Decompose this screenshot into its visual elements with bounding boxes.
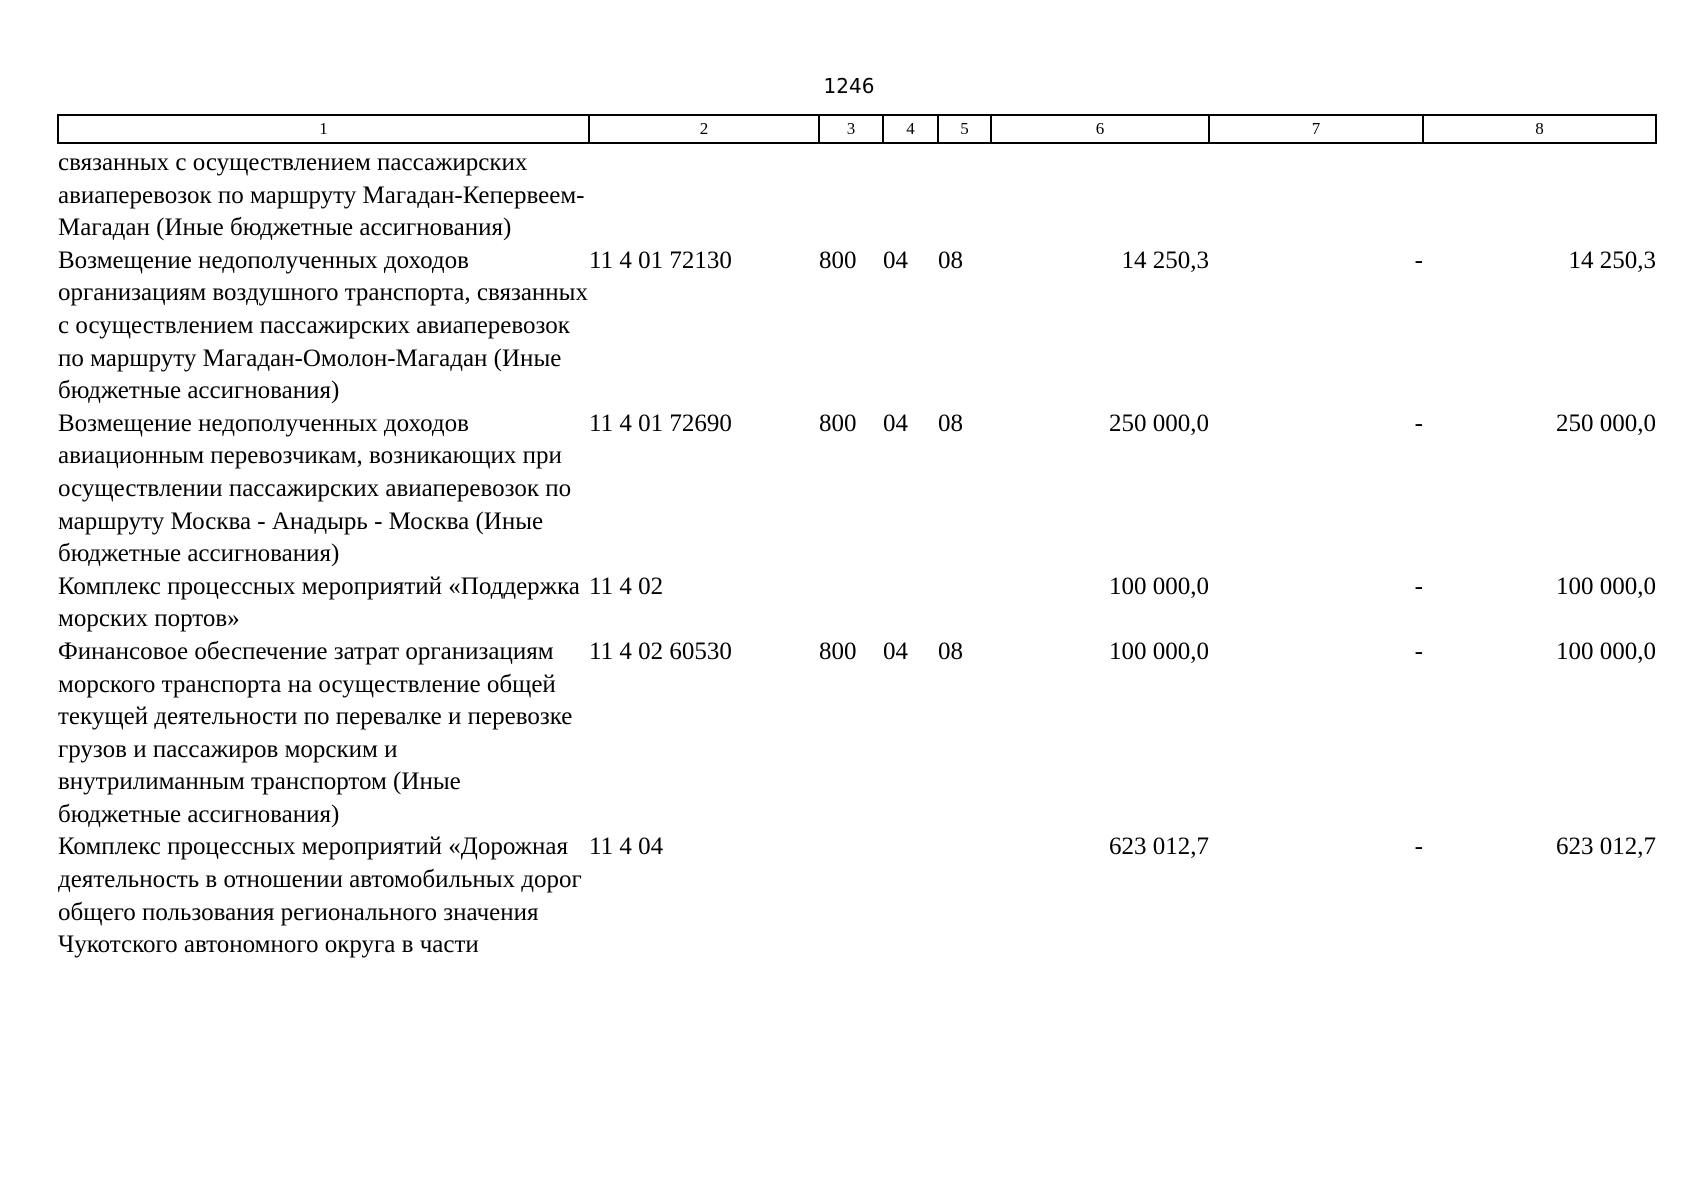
row-col-4: [883, 143, 938, 245]
page-number: 1246: [823, 74, 875, 98]
row-col-6: 623 012,7: [1109, 833, 1209, 861]
row-col-5: [938, 143, 991, 245]
row-name: Финансовое обеспечение затрат организациям морского транспорта на осуществление общей текущей деятельности по перевалке и перевозке грузов и пассажиров морским и внутрилиманным транспортом (Иные бюджетные ассигнования): [58, 637, 573, 828]
row-col-4: 04: [883, 637, 908, 665]
table-row: [58, 636, 1656, 832]
row-col-5: 08: [938, 637, 963, 665]
header-col-5: 5: [938, 115, 991, 143]
row-col-5: [938, 571, 991, 636]
row-col-7: -: [1414, 833, 1423, 861]
row-code: 11 4 02: [589, 572, 664, 600]
budget-table: [57, 114, 1657, 962]
row-col-4: [883, 571, 938, 636]
row-col-7: -: [1414, 572, 1423, 600]
row-col-7: [1209, 143, 1423, 245]
row-col-3: 800: [819, 246, 857, 274]
row-code: 11 4 01 72130: [589, 246, 732, 274]
row-name: Возмещение недополученных доходов авиационным перевозчикам, возникающих при осуществлении пассажирских авиаперевозок по маршруту Москва - Анадырь - Москва (Иные бюджетные ассигнования): [58, 409, 572, 568]
table-body: [58, 143, 1656, 962]
row-col-8: 100 000,0: [1556, 637, 1656, 665]
row-col-8: 14 250,3: [1568, 246, 1656, 274]
table-row: [58, 571, 1656, 636]
row-col-4: 04: [883, 246, 908, 274]
row-col-7: -: [1414, 637, 1423, 665]
header-col-1: 1: [58, 115, 589, 143]
row-col-4: 04: [883, 409, 908, 437]
header-col-6: 6: [991, 115, 1209, 143]
row-col-6: [991, 143, 1209, 245]
row-col-5: 08: [938, 246, 963, 274]
table-row: [58, 143, 1656, 245]
row-col-4: [883, 831, 938, 961]
row-col-6: 100 000,0: [1109, 637, 1209, 665]
row-col-8: 250 000,0: [1556, 409, 1656, 437]
header-col-4: 4: [883, 115, 938, 143]
table-row: [58, 245, 1656, 408]
row-col-7: -: [1414, 409, 1423, 437]
header-col-7: 7: [1209, 115, 1423, 143]
row-col-3: 800: [819, 409, 857, 437]
row-name: связанных с осуществлением пассажирских авиаперевозок по маршруту Магадан-Кепервеем-Магадан (Иные бюджетные ассигнования): [58, 149, 585, 242]
row-col-5: 08: [938, 409, 963, 437]
table-row: [58, 408, 1656, 571]
row-col-7: -: [1414, 246, 1423, 274]
row-col-8: 623 012,7: [1556, 833, 1656, 861]
row-code: 11 4 04: [589, 833, 664, 861]
row-name: Комплекс процессных мероприятий «Дорожная деятельность в отношении автомобильных дорог общего пользования регионального значения Чукотского автономного округа в части: [58, 833, 582, 959]
row-code: 11 4 01 72690: [589, 409, 732, 437]
row-name: Комплекс процессных мероприятий «Поддержка морских портов»: [58, 572, 580, 633]
row-col-3: [819, 831, 883, 961]
row-code: [589, 143, 819, 245]
row-name: Возмещение недополученных доходов организациям воздушного транспорта, связанных с осуществлением пассажирских авиаперевозок по маршруту Магадан-Омолон-Магадан (Иные бюджетные ассигнования): [58, 246, 588, 405]
header-col-3: 3: [819, 115, 883, 143]
row-code: 11 4 02 60530: [589, 637, 732, 665]
row-col-3: [819, 143, 883, 245]
row-col-6: 250 000,0: [1109, 409, 1209, 437]
row-col-5: [938, 831, 991, 961]
header-row: [58, 115, 1656, 143]
row-col-3: [819, 571, 883, 636]
row-col-8: 100 000,0: [1556, 572, 1656, 600]
table-row: [58, 831, 1656, 961]
row-col-6: 100 000,0: [1109, 572, 1209, 600]
header-col-8: 8: [1423, 115, 1656, 143]
row-col-3: 800: [819, 637, 857, 665]
row-col-6: 14 250,3: [1121, 246, 1209, 274]
header-col-2: 2: [589, 115, 819, 143]
table-header: [58, 115, 1656, 143]
row-col-8: [1423, 143, 1656, 245]
